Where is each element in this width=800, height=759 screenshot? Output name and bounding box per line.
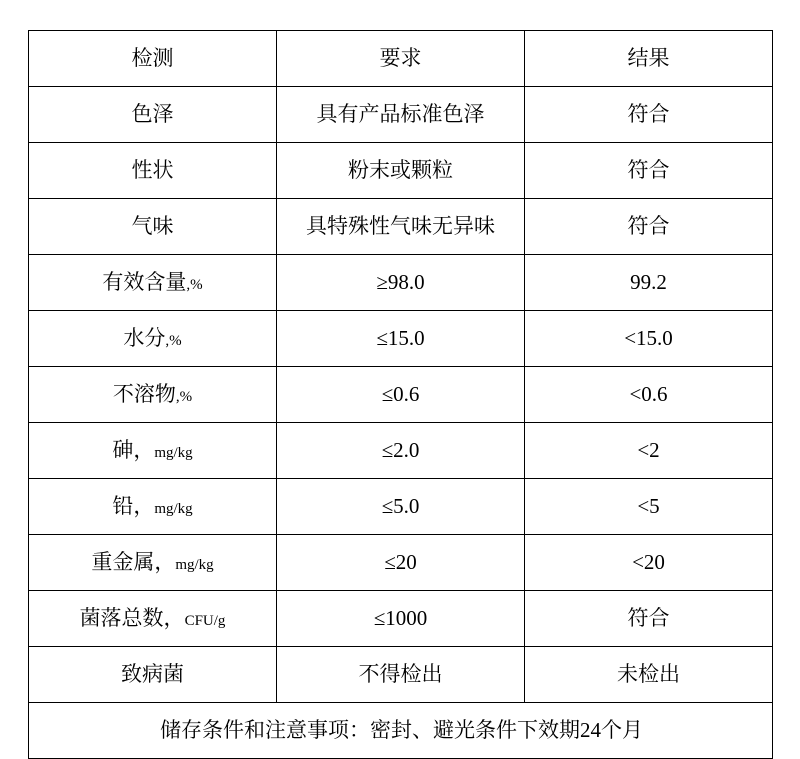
- item-name: 气味: [131, 214, 174, 239]
- result-value: 符合: [627, 214, 670, 239]
- item-name: 有效含量: [102, 270, 187, 295]
- requirement-value: 粉末或颗粒: [348, 158, 453, 183]
- item-unit: ,%: [175, 389, 193, 406]
- item-name: 不溶物: [112, 382, 176, 407]
- cell-result: [525, 647, 773, 703]
- cell-result: [525, 423, 773, 479]
- table-row: [29, 311, 773, 367]
- item-unit: CFU/g: [184, 613, 226, 630]
- cell-requirement: [277, 423, 525, 479]
- cell-requirement: [277, 535, 525, 591]
- storage-note: 储存条件和注意事项：密封、避光条件下效期24个月: [160, 718, 643, 743]
- cell-item: [29, 535, 277, 591]
- item-name: 铅，: [112, 494, 155, 519]
- cell-result: [525, 255, 773, 311]
- cell-requirement: [277, 87, 525, 143]
- requirement-value: ≤5.0: [381, 494, 420, 519]
- item-name: 性状: [131, 158, 174, 183]
- cell-requirement: [277, 367, 525, 423]
- result-value: 符合: [627, 606, 670, 631]
- table-row: [29, 143, 773, 199]
- header-cell-item: [29, 31, 277, 87]
- requirement-value: 具有产品标准色泽: [316, 102, 485, 127]
- cell-item: [29, 199, 277, 255]
- requirement-value: 不得检出: [358, 662, 443, 687]
- cell-requirement: [277, 479, 525, 535]
- table-row: [29, 423, 773, 479]
- item-name: 水分: [123, 326, 166, 351]
- result-value: 99.2: [630, 270, 667, 295]
- cell-item: [29, 255, 277, 311]
- cell-item: [29, 143, 277, 199]
- cell-item: [29, 423, 277, 479]
- item-name: 致病菌: [121, 662, 184, 687]
- cell-result: [525, 199, 773, 255]
- cell-requirement: [277, 647, 525, 703]
- item-unit: ,%: [165, 333, 182, 350]
- table-row: [29, 367, 773, 423]
- table-row: [29, 199, 773, 255]
- cell-item: [29, 311, 277, 367]
- cell-result: [525, 479, 773, 535]
- spec-table: [28, 30, 773, 759]
- item-unit: mg/kg: [154, 501, 193, 518]
- item-unit: mg/kg: [175, 557, 214, 574]
- cell-result: [525, 143, 773, 199]
- requirement-value: 具特殊性气味无异味: [306, 214, 495, 239]
- cell-requirement: [277, 255, 525, 311]
- item-unit: ,%: [186, 277, 203, 294]
- cell-requirement: [277, 143, 525, 199]
- cell-item: [29, 479, 277, 535]
- table-row: [29, 535, 773, 591]
- result-value: 未检出: [617, 662, 680, 687]
- header-label-requirement: 要求: [379, 46, 422, 71]
- cell-result: [525, 367, 773, 423]
- cell-requirement: [277, 311, 525, 367]
- requirement-value: ≤20: [384, 550, 417, 575]
- result-value: 符合: [627, 102, 670, 127]
- requirement-value: ≤1000: [373, 606, 428, 631]
- result-value: <2: [637, 438, 660, 463]
- table-row: [29, 255, 773, 311]
- result-value: <5: [637, 494, 660, 519]
- cell-result: [525, 311, 773, 367]
- header-label-item: 检测: [131, 46, 174, 71]
- storage-note-cell: [29, 703, 773, 759]
- item-name: 菌落总数，: [79, 606, 185, 631]
- cell-item: [29, 647, 277, 703]
- table-row: [29, 87, 773, 143]
- header-label-result: 结果: [627, 46, 670, 71]
- item-name: 色泽: [131, 102, 174, 127]
- cell-result: [525, 591, 773, 647]
- spec-table-container: [28, 30, 772, 759]
- requirement-value: ≥98.0: [376, 270, 425, 295]
- result-value: <15.0: [624, 326, 673, 351]
- item-unit: mg/kg: [154, 445, 193, 462]
- requirement-value: ≤15.0: [376, 326, 425, 351]
- cell-result: [525, 87, 773, 143]
- item-name: 重金属，: [91, 550, 176, 575]
- cell-requirement: [277, 591, 525, 647]
- requirement-value: ≤2.0: [381, 438, 420, 463]
- result-value: <0.6: [629, 382, 668, 407]
- cell-item: [29, 367, 277, 423]
- header-cell-result: [525, 31, 773, 87]
- item-name: 砷，: [112, 438, 155, 463]
- requirement-value: ≤0.6: [381, 382, 420, 407]
- result-value: 符合: [627, 158, 670, 183]
- cell-result: [525, 535, 773, 591]
- table-footer-row: [29, 703, 773, 759]
- table-row: [29, 479, 773, 535]
- cell-requirement: [277, 199, 525, 255]
- result-value: <20: [632, 550, 665, 575]
- cell-item: [29, 591, 277, 647]
- table-row: [29, 647, 773, 703]
- cell-item: [29, 87, 277, 143]
- spec-table-body: [29, 31, 773, 759]
- header-cell-requirement: [277, 31, 525, 87]
- table-header-row: [29, 31, 773, 87]
- table-row: [29, 591, 773, 647]
